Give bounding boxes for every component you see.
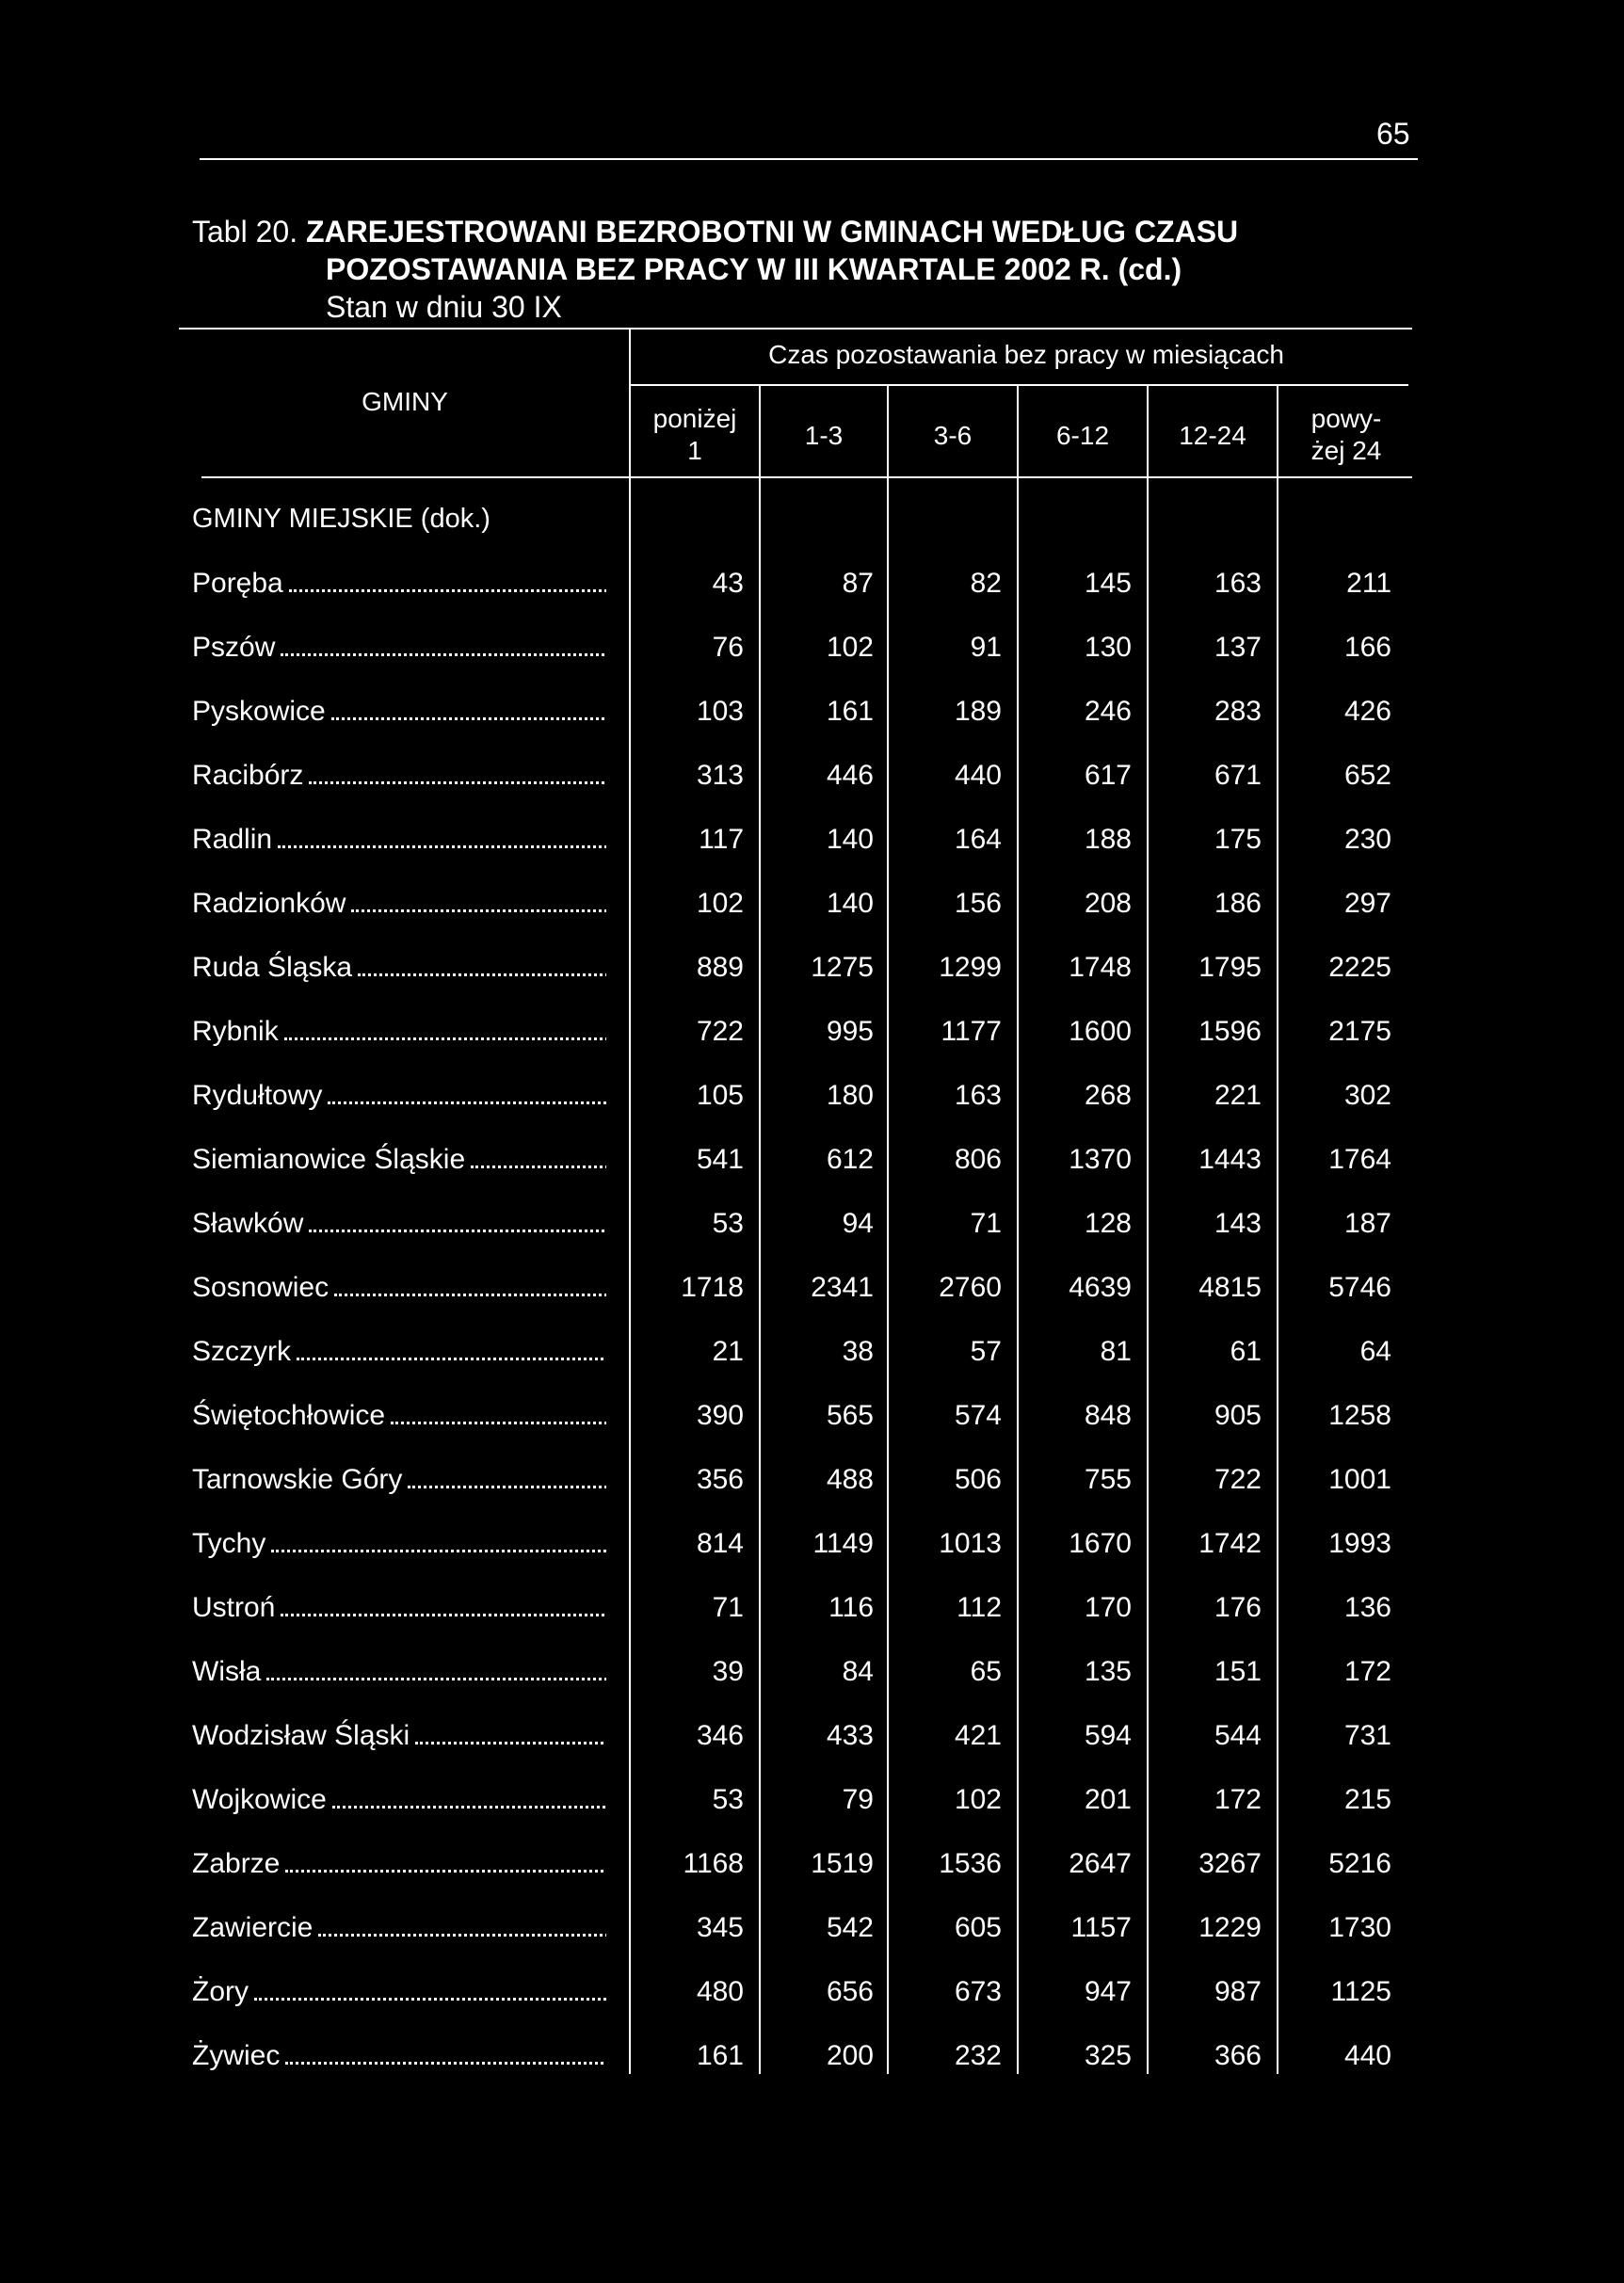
- row-value-col-5: 172: [1214, 1784, 1262, 1815]
- row-value-col-5: 1795: [1198, 952, 1262, 983]
- row-name-cell: [192, 565, 606, 603]
- row-value-col-1: 814: [696, 1528, 744, 1559]
- row-value-col-6: 2225: [1328, 952, 1391, 983]
- row-value-col-2: 140: [826, 888, 874, 919]
- row-value-col-1: 356: [696, 1464, 744, 1495]
- row-value-col-3: 102: [954, 1784, 1002, 1815]
- row-name-cell: [192, 1141, 606, 1179]
- row-value-col-4: 246: [1084, 696, 1132, 727]
- dot-leader: [328, 1101, 606, 1104]
- header-col-1: [633, 403, 757, 467]
- row-value-col-3: 1177: [941, 1016, 1002, 1047]
- top-rule: [200, 158, 1418, 160]
- row-name: Tychy: [192, 1528, 266, 1559]
- row-value-col-2: 565: [826, 1400, 874, 1431]
- header-col-6-line-1: powy-: [1310, 404, 1382, 433]
- row-name: Szczyrk: [192, 1336, 291, 1367]
- row-name: Poręba: [192, 568, 283, 599]
- row-value-col-4: 201: [1084, 1784, 1132, 1815]
- row-value-col-2: 2341: [811, 1272, 874, 1303]
- dot-leader: [281, 1614, 606, 1616]
- row-value-col-1: 21: [712, 1336, 744, 1367]
- row-name: Rybnik: [192, 1016, 279, 1047]
- row-value-col-4: 170: [1084, 1592, 1132, 1623]
- table-row: [0, 1205, 1624, 1269]
- row-value-col-6: 1764: [1328, 1144, 1391, 1175]
- dot-leader: [266, 1678, 606, 1680]
- row-value-col-5: 283: [1214, 696, 1262, 727]
- row-name-cell: [192, 1909, 606, 1947]
- row-value-col-6: 297: [1343, 888, 1391, 919]
- row-value-col-3: 232: [954, 2040, 1002, 2071]
- row-value-col-2: 116: [828, 1592, 874, 1623]
- header-gminy: GMINY: [362, 387, 448, 416]
- row-value-col-6: 166: [1343, 632, 1391, 663]
- row-name-cell: [192, 1461, 606, 1499]
- row-value-col-2: 656: [826, 1976, 874, 2007]
- row-value-col-6: 302: [1343, 1080, 1391, 1111]
- row-value-col-5: 3267: [1198, 1848, 1262, 1879]
- dot-leader: [391, 1422, 606, 1424]
- row-value-col-6: 172: [1343, 1656, 1391, 1687]
- row-value-col-2: 87: [842, 568, 874, 599]
- row-value-col-3: 112: [957, 1592, 1002, 1623]
- row-value-col-2: 612: [826, 1144, 874, 1175]
- table-row: [0, 1269, 1624, 1333]
- row-value-col-6: 652: [1343, 760, 1391, 791]
- header-group-rule: [631, 384, 1408, 386]
- page-number: 65: [1376, 117, 1410, 151]
- row-value-col-5: 221: [1214, 1080, 1262, 1111]
- row-value-col-6: 1125: [1330, 1976, 1391, 2007]
- row-value-col-5: 143: [1214, 1208, 1262, 1239]
- row-value-col-5: 186: [1214, 888, 1262, 919]
- header-col-5: 12-24: [1179, 421, 1246, 450]
- row-value-col-1: 53: [712, 1784, 744, 1815]
- section-label: GMINY MIEJSKIE (dok.): [192, 504, 490, 534]
- row-value-col-5: 544: [1214, 1720, 1262, 1751]
- dot-leader: [351, 909, 606, 912]
- dot-leader: [408, 1486, 606, 1488]
- row-name-cell: [192, 1333, 606, 1371]
- dot-leader: [332, 1806, 606, 1809]
- table-row: [0, 821, 1624, 885]
- row-name-cell: [192, 1589, 606, 1627]
- row-name: Tarnowskie Góry: [192, 1464, 403, 1495]
- row-name-cell: [192, 821, 606, 859]
- row-value-col-2: 542: [826, 1912, 874, 1943]
- dot-leader: [285, 2062, 606, 2065]
- dot-leader: [297, 1358, 606, 1360]
- row-value-col-1: 1168: [683, 1848, 744, 1879]
- row-value-col-1: 345: [696, 1912, 744, 1943]
- row-value-col-5: 1742: [1198, 1528, 1262, 1559]
- row-value-col-4: 617: [1084, 760, 1132, 791]
- row-name-cell: [192, 1653, 606, 1691]
- table-title: [192, 213, 1238, 326]
- dot-leader: [281, 653, 606, 656]
- table-row: [0, 693, 1624, 757]
- row-value-col-3: 57: [970, 1336, 1002, 1367]
- row-value-col-2: 1275: [811, 952, 874, 983]
- row-value-col-5: 1443: [1198, 1144, 1262, 1175]
- dot-leader: [278, 845, 606, 848]
- row-value-col-4: 188: [1084, 824, 1132, 855]
- row-value-col-6: 731: [1343, 1720, 1391, 1751]
- row-value-col-3: 91: [970, 632, 1002, 663]
- row-value-col-5: 176: [1214, 1592, 1262, 1623]
- row-value-col-4: 135: [1084, 1656, 1132, 1687]
- table-row: [0, 1781, 1624, 1845]
- row-value-col-4: 208: [1084, 888, 1132, 919]
- row-value-col-6: 1993: [1328, 1528, 1391, 1559]
- row-value-col-2: 38: [842, 1336, 874, 1367]
- table-row: [0, 1461, 1624, 1525]
- row-value-col-1: 480: [696, 1976, 744, 2007]
- row-value-col-6: 211: [1346, 568, 1391, 599]
- row-value-col-1: 1718: [681, 1272, 744, 1303]
- row-name: Racibórz: [192, 760, 304, 791]
- row-name-cell: [192, 1397, 606, 1435]
- row-value-col-3: 82: [970, 568, 1002, 599]
- row-value-col-5: 163: [1214, 568, 1262, 599]
- row-value-col-4: 2647: [1069, 1848, 1132, 1879]
- row-name: Pszów: [192, 632, 276, 663]
- row-value-col-4: 130: [1084, 632, 1132, 663]
- title-line-3: Stan w dniu 30 IX: [326, 290, 562, 324]
- row-value-col-1: 71: [712, 1592, 744, 1623]
- row-name: Sosnowiec: [192, 1272, 330, 1303]
- table-row: [0, 949, 1624, 1013]
- table-row: [0, 885, 1624, 949]
- row-value-col-1: 161: [696, 2040, 744, 2071]
- row-value-col-3: 1536: [939, 1848, 1002, 1879]
- row-value-col-2: 995: [826, 1016, 874, 1047]
- row-value-col-3: 421: [954, 1720, 1002, 1751]
- row-value-col-5: 987: [1214, 1976, 1262, 2007]
- table-row: [0, 2037, 1624, 2101]
- row-value-col-4: 325: [1084, 2040, 1132, 2071]
- row-value-col-1: 117: [699, 824, 744, 855]
- row-name-cell: [192, 1781, 606, 1819]
- dot-leader: [415, 1742, 606, 1744]
- row-value-col-3: 156: [954, 888, 1002, 919]
- row-value-col-4: 1370: [1069, 1144, 1132, 1175]
- row-name-cell: [192, 949, 606, 987]
- row-value-col-6: 440: [1343, 2040, 1391, 2071]
- row-name-cell: [192, 1973, 606, 2011]
- row-value-col-4: 128: [1084, 1208, 1132, 1239]
- row-name-cell: [192, 1077, 606, 1115]
- row-name-cell: [192, 885, 606, 923]
- row-value-col-1: 889: [696, 952, 744, 983]
- row-value-col-1: 105: [696, 1080, 744, 1111]
- row-value-col-2: 200: [826, 2040, 874, 2071]
- row-value-col-6: 2175: [1328, 1016, 1391, 1047]
- row-value-col-6: 64: [1359, 1336, 1391, 1367]
- dot-leader: [271, 1550, 606, 1552]
- row-value-col-1: 102: [696, 888, 744, 919]
- row-value-col-3: 189: [954, 696, 1002, 727]
- row-name: Sławków: [192, 1208, 304, 1239]
- row-name: Wisła: [192, 1656, 262, 1687]
- dot-leader: [254, 1998, 606, 2001]
- row-name: Wojkowice: [192, 1784, 327, 1815]
- header-bottom-rule: [201, 476, 1412, 478]
- row-name: Ruda Śląska: [192, 952, 353, 983]
- row-value-col-2: 488: [826, 1464, 874, 1495]
- row-value-col-1: 53: [712, 1208, 744, 1239]
- row-value-col-5: 151: [1214, 1656, 1262, 1687]
- row-value-col-3: 65: [970, 1656, 1002, 1687]
- row-value-col-5: 175: [1214, 824, 1262, 855]
- dot-leader: [331, 717, 606, 720]
- row-value-col-3: 71: [970, 1208, 1002, 1239]
- row-value-col-4: 1600: [1069, 1016, 1132, 1047]
- table-row: [0, 1845, 1624, 1909]
- row-value-col-3: 1013: [939, 1528, 1002, 1559]
- table-row: [0, 565, 1624, 629]
- row-value-col-4: 1670: [1069, 1528, 1132, 1559]
- row-value-col-5: 671: [1214, 760, 1262, 791]
- row-value-col-4: 947: [1084, 1976, 1132, 2007]
- row-value-col-3: 673: [954, 1976, 1002, 2007]
- row-value-col-6: 5216: [1328, 1848, 1391, 1879]
- row-name: Żory: [192, 1976, 249, 2007]
- table-row: [0, 1653, 1624, 1717]
- row-value-col-1: 103: [696, 696, 744, 727]
- dot-leader: [318, 1934, 606, 1937]
- header-col-3: 3-6: [933, 421, 973, 450]
- row-value-col-3: 1299: [939, 952, 1002, 983]
- dot-leader: [284, 1037, 606, 1040]
- row-name-cell: [192, 1717, 606, 1755]
- row-value-col-6: 136: [1343, 1592, 1391, 1623]
- table-row: [0, 1013, 1624, 1077]
- dot-leader: [289, 589, 606, 592]
- row-value-col-5: 1596: [1198, 1016, 1262, 1047]
- row-value-col-2: 84: [842, 1656, 874, 1687]
- row-value-col-4: 1157: [1070, 1912, 1132, 1943]
- table-row: [0, 1589, 1624, 1653]
- row-name-cell: [192, 1525, 606, 1563]
- row-value-col-5: 1229: [1198, 1912, 1262, 1943]
- row-value-col-6: 1258: [1328, 1400, 1391, 1431]
- title-line-1: [192, 213, 1238, 250]
- row-value-col-4: 848: [1084, 1400, 1132, 1431]
- row-value-col-1: 76: [712, 632, 744, 663]
- row-value-col-6: 5746: [1328, 1272, 1391, 1303]
- row-value-col-2: 180: [826, 1080, 874, 1111]
- table-row: [0, 1909, 1624, 1973]
- row-name-cell: [192, 2037, 606, 2075]
- header-top-rule: [179, 328, 1412, 330]
- row-name-cell: [192, 1269, 606, 1307]
- row-value-col-4: 145: [1084, 568, 1132, 599]
- row-name: Wodzisław Śląski: [192, 1720, 410, 1751]
- table-row: [0, 629, 1624, 693]
- row-name: Siemianowice Śląskie: [192, 1144, 466, 1175]
- row-value-col-4: 1748: [1069, 952, 1132, 983]
- row-value-col-1: 541: [696, 1144, 744, 1175]
- title-line-2: POZOSTAWANIA BEZ PRACY W III KWARTALE 2002 R. (cd.): [326, 252, 1182, 286]
- row-value-col-6: 230: [1343, 824, 1391, 855]
- row-value-col-3: 2760: [939, 1272, 1002, 1303]
- header-col-6: [1280, 403, 1412, 467]
- row-value-col-3: 440: [954, 760, 1002, 791]
- row-value-col-1: 390: [696, 1400, 744, 1431]
- row-value-col-3: 574: [954, 1400, 1002, 1431]
- row-name: Świętochłowice: [192, 1400, 386, 1431]
- table-row: [0, 1397, 1624, 1461]
- row-value-col-1: 346: [696, 1720, 744, 1751]
- dot-leader: [334, 1294, 606, 1296]
- row-value-col-3: 806: [954, 1144, 1002, 1175]
- row-value-col-5: 4815: [1198, 1272, 1262, 1303]
- row-name-cell: [192, 1013, 606, 1051]
- row-name-cell: [192, 693, 606, 731]
- row-value-col-2: 1149: [812, 1528, 874, 1559]
- table-row: [0, 1077, 1624, 1141]
- header-col-6-line-2: żej 24: [1310, 436, 1382, 465]
- title-text-1: ZAREJESTROWANI BEZROBOTNI W GMINACH WEDŁUG CZASU: [305, 215, 1239, 249]
- row-value-col-6: 426: [1343, 696, 1391, 727]
- row-value-col-2: 433: [826, 1720, 874, 1751]
- header-col-1-line-2: 1: [687, 436, 702, 465]
- row-value-col-3: 164: [954, 824, 1002, 855]
- row-value-col-5: 61: [1230, 1336, 1262, 1367]
- row-name-cell: [192, 629, 606, 667]
- row-value-col-4: 81: [1100, 1336, 1132, 1367]
- dot-leader: [358, 973, 606, 976]
- row-value-col-4: 268: [1084, 1080, 1132, 1111]
- row-value-col-1: 722: [696, 1016, 744, 1047]
- row-name-cell: [192, 1205, 606, 1243]
- row-value-col-1: 313: [696, 760, 744, 791]
- row-value-col-4: 594: [1084, 1720, 1132, 1751]
- row-value-col-6: 187: [1343, 1208, 1391, 1239]
- row-value-col-2: 79: [842, 1784, 874, 1815]
- row-value-col-4: 755: [1084, 1464, 1132, 1495]
- row-value-col-6: 1001: [1328, 1464, 1391, 1495]
- row-value-col-2: 1519: [811, 1848, 874, 1879]
- row-value-col-3: 506: [954, 1464, 1002, 1495]
- header-col-4: 6-12: [1055, 421, 1110, 450]
- row-name: Radlin: [192, 824, 273, 855]
- row-value-col-5: 905: [1214, 1400, 1262, 1431]
- row-value-col-4: 4639: [1069, 1272, 1132, 1303]
- row-name: Żywiec: [192, 2040, 281, 2071]
- header-col-1-line-1: poniżej: [652, 404, 737, 433]
- row-value-col-2: 140: [826, 824, 874, 855]
- dot-leader: [309, 781, 606, 784]
- row-value-col-2: 94: [842, 1208, 874, 1239]
- dot-leader: [471, 1166, 606, 1168]
- row-value-col-2: 161: [826, 696, 874, 727]
- dot-leader: [309, 1230, 606, 1232]
- dot-leader: [285, 1870, 606, 1873]
- row-value-col-1: 43: [712, 568, 744, 599]
- row-value-col-5: 366: [1214, 2040, 1262, 2071]
- row-name: Zabrze: [192, 1848, 281, 1879]
- table-row: [0, 1333, 1624, 1397]
- header-group-label: Czas pozostawania bez pracy w miesiącach: [768, 340, 1284, 369]
- table-row: [0, 757, 1624, 821]
- row-value-col-1: 39: [712, 1656, 744, 1687]
- row-name: Pyskowice: [192, 696, 326, 727]
- table-row: [0, 1717, 1624, 1781]
- row-value-col-3: 605: [954, 1912, 1002, 1943]
- table-row: [0, 1525, 1624, 1589]
- row-name: Ustroń: [192, 1592, 276, 1623]
- table-number: Tabl 20.: [192, 215, 298, 249]
- table-row: [0, 1973, 1624, 2037]
- row-name-cell: [192, 757, 606, 795]
- row-value-col-5: 722: [1214, 1464, 1262, 1495]
- row-value-col-3: 163: [954, 1080, 1002, 1111]
- row-name: Radzionków: [192, 888, 346, 919]
- row-value-col-2: 446: [826, 760, 874, 791]
- row-value-col-6: 1730: [1328, 1912, 1391, 1943]
- row-value-col-5: 137: [1214, 632, 1262, 663]
- row-name-cell: [192, 1845, 606, 1883]
- row-value-col-2: 102: [826, 632, 874, 663]
- table-row: [0, 1141, 1624, 1205]
- row-name: Rydułtowy: [192, 1080, 323, 1111]
- row-value-col-6: 215: [1343, 1784, 1391, 1815]
- row-name: Zawiercie: [192, 1912, 314, 1943]
- header-col-2: 1-3: [804, 421, 844, 450]
